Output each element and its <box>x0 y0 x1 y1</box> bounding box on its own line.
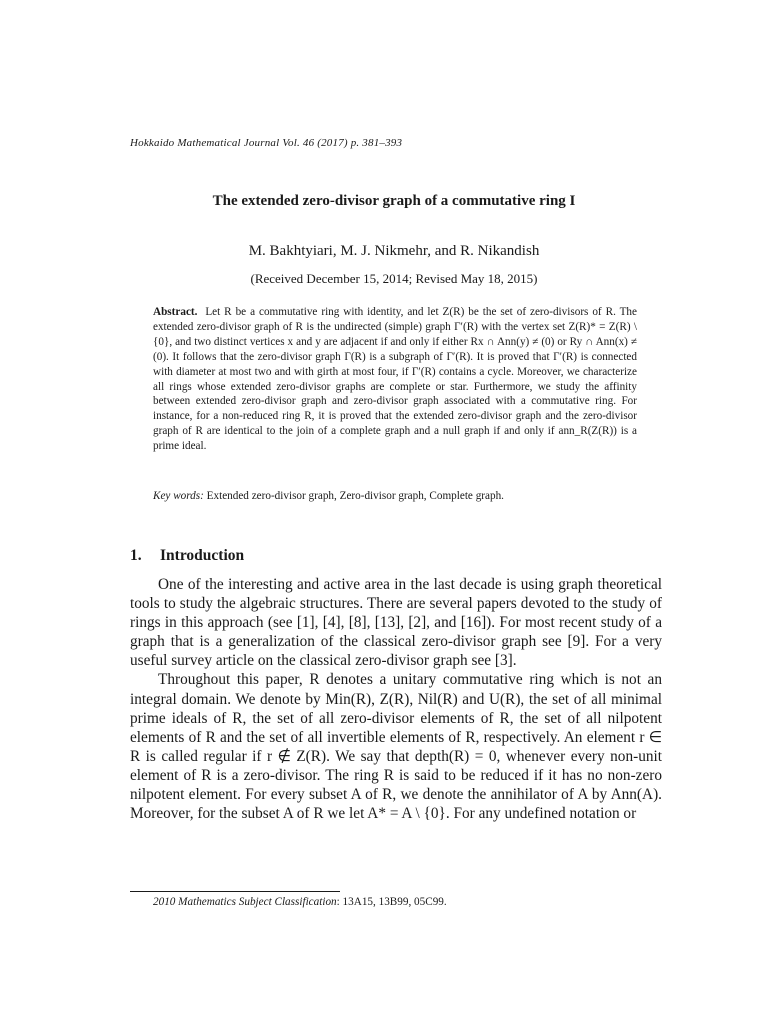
footnote-divider <box>130 891 340 892</box>
footnote-label: 2010 Mathematics Subject Classification <box>153 896 337 908</box>
abstract <box>153 305 637 454</box>
keywords <box>153 490 653 502</box>
paragraph: Throughout this paper, R denotes a unitary commutative ring which is not an integral domain. We denote by Min(R), Z(R), Nil(R) and U(R), the set of all minimal prime ideals of R, the set of all zero-divisor elements of R, the set of all nilpotent elements of R and the set of all invertible elements of R, respectively. An element r ∈ R is called regular if r ∉ Z(R). We say that depth(R) = 0, whenever every non-unit element of R is a zero-divisor. The ring R is said to be reduced if it has no non-zero nilpotent element. For every subset A of R, we denote the annihilator of A by Ann(A). Moreover, for the subset A of R we let A* = A \ {0}. For any undefined notation or <box>130 671 662 823</box>
section-number: 1. <box>130 547 142 564</box>
footnote-text: : 13A15, 13B99, 05C99. <box>336 896 447 908</box>
keywords-label: Key words: <box>153 490 204 502</box>
journal-header: Hokkaido Mathematical Journal Vol. 46 (2017) p. 381–393 <box>130 137 403 149</box>
received-dates: (Received December 15, 2014; Revised May 18, 2015) <box>250 271 538 286</box>
abstract-label: Abstract. <box>153 306 198 318</box>
footnote <box>153 896 447 908</box>
abstract-text: Let R be a commutative ring with identity, and let Z(R) be the set of zero-divisors of R. The extended zero-divisor graph of R is the undirected (simple) graph Γ′(R) with the vertex set Z(R)* = Z(R) \ {0}, and two distinct vertices x and y are adjacent if and only if either Rx ∩ Ann(y) ≠ (0) or Ry ∩ Ann(x) ≠ (0). It follows that the zero-divisor graph Γ(R) is a subgraph of Γ′(R). It is proved that Γ′(R) is connected with diameter at most two and with girth at most four, if Γ′(R) contains a cycle. Moreover, we characterize all rings whose extended zero-divisor graphs are complete or star. Furthermore, we study the affinity between extended zero-divisor graph and zero-divisor graph associated with a commutative ring. For instance, for a non-reduced ring R, it is proved that the extended zero-divisor graph and the zero-divisor graph of R are identical to the join of a complete graph and a null graph if and only if ann_R(Z(R)) is a prime ideal. <box>153 306 637 453</box>
keywords-text: Extended zero-divisor graph, Zero-divisor graph, Complete graph. <box>206 490 504 502</box>
section-heading <box>130 547 244 565</box>
paragraph: One of the interesting and active area in the last decade is using graph theoretical tools to study the algebraic structures. There are several papers devoted to the study of rings in this approach (see [1], [4], [8], [13], [2], and [16]). For most recent study of a graph that is a generalization of the classical zero-divisor graph see [9]. For a very useful survey article on the classical zero-divisor graph see [3]. <box>130 576 662 670</box>
authors: M. Bakhtyiari, M. J. Nikmehr, and R. Nikandish <box>248 243 540 259</box>
section-title: Introduction <box>160 547 245 564</box>
body-text <box>130 575 662 823</box>
paper-title: The extended zero-divisor graph of a commutative ring I <box>212 193 576 209</box>
